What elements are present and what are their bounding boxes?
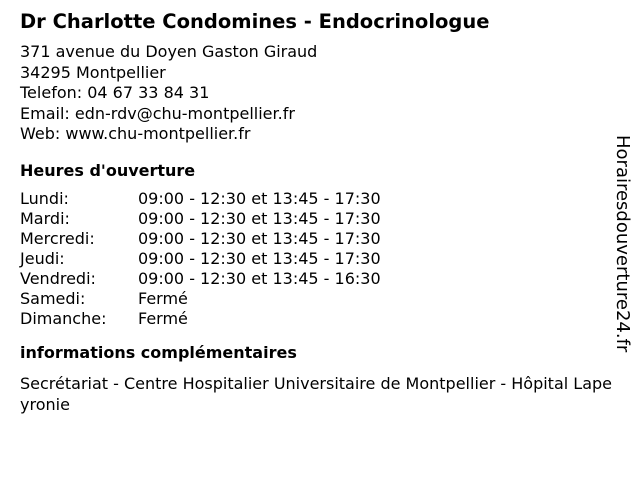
hours-row <box>20 309 620 329</box>
email-address: Email: edn-rdv@chu-montpellier.fr <box>20 103 295 123</box>
hours-row <box>20 289 620 309</box>
time-value: 09:00 - 12:30 et 13:45 - 17:30 <box>138 228 381 248</box>
city-address: 34295 Montpellier <box>20 62 166 82</box>
street-address: 371 avenue du Doyen Gaston Giraud <box>20 42 318 61</box>
time-value: 09:00 - 12:30 et 13:45 - 17:30 <box>138 208 381 228</box>
day-label: Dimanche: <box>20 308 107 328</box>
time-value: 09:00 - 12:30 et 13:45 - 16:30 <box>138 268 381 288</box>
address-block <box>20 42 620 145</box>
page-title: Dr Charlotte Condomines - Endocrinologue <box>20 10 490 33</box>
hours-row <box>20 229 620 249</box>
watermark: Horairesdouverture24.fr <box>612 135 633 353</box>
hours-row <box>20 249 620 269</box>
time-value: Fermé <box>138 308 188 328</box>
info-text: Secrétariat - Centre Hospitalier Universitaire de Montpellier - Hôpital Lapeyronie <box>20 373 613 414</box>
time-value: 09:00 - 12:30 et 13:45 - 17:30 <box>138 188 381 208</box>
time-value: 09:00 - 12:30 et 13:45 - 17:30 <box>138 248 381 268</box>
hours-heading: Heures d'ouverture <box>20 160 196 180</box>
day-label: Mercredi: <box>20 228 95 248</box>
hours-row <box>20 269 620 289</box>
info-heading: informations complémentaires <box>20 342 297 362</box>
hours-row <box>20 209 620 229</box>
day-label: Vendredi: <box>20 268 96 288</box>
opening-hours-table <box>20 189 620 329</box>
website: Web: www.chu-montpellier.fr <box>20 124 251 143</box>
day-label: Lundi: <box>20 188 69 208</box>
doctor-info-card <box>20 9 620 415</box>
hours-row <box>20 189 620 209</box>
phone-number: Telefon: 04 67 33 84 31 <box>20 83 210 102</box>
day-label: Jeudi: <box>20 248 65 268</box>
time-value: Fermé <box>138 288 188 308</box>
day-label: Mardi: <box>20 208 70 228</box>
day-label: Samedi: <box>20 288 86 308</box>
